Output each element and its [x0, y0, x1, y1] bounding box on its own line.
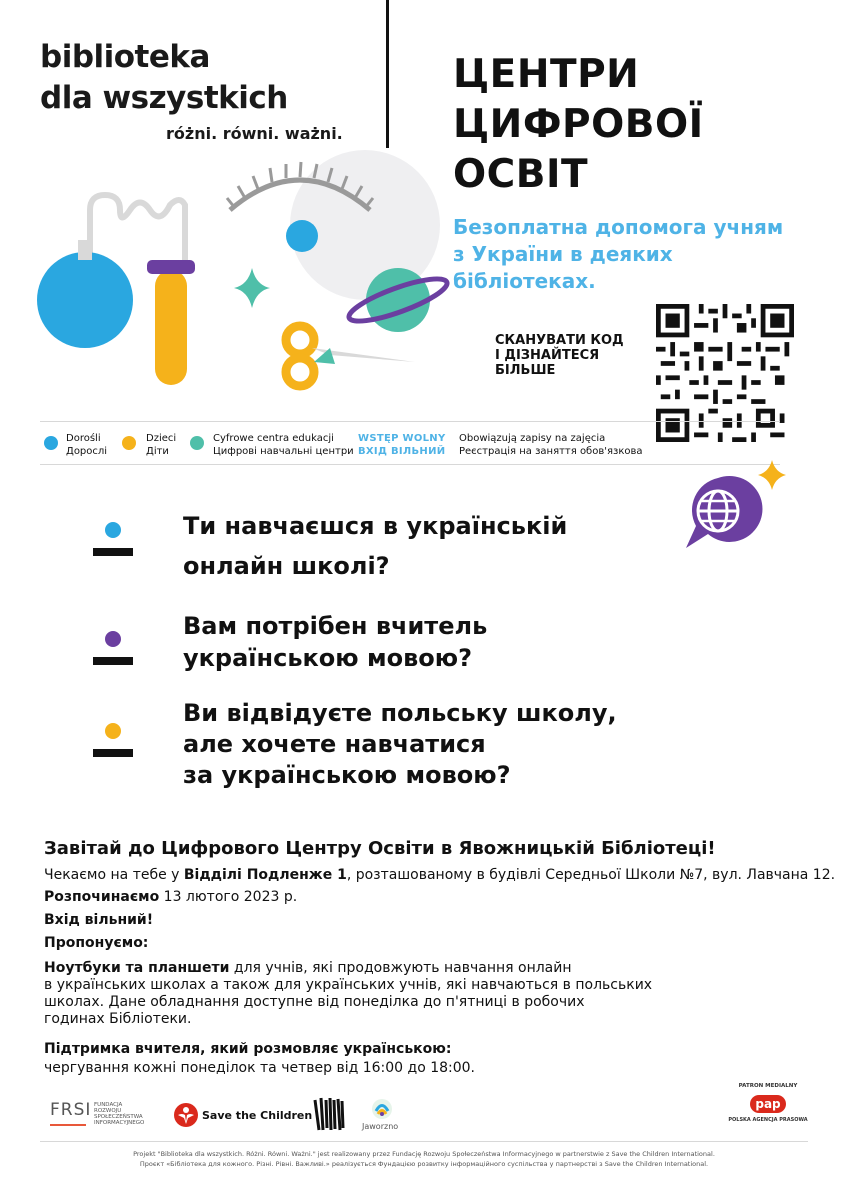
- vertical-divider: [386, 0, 389, 148]
- library-logo-icon: [313, 1096, 345, 1132]
- info-p1-bold: Відділі Подленже 1: [183, 867, 347, 883]
- globe-chat-icon: [680, 458, 790, 554]
- legend-top-divider: [40, 421, 780, 422]
- frsi-sub-3: SPOŁECZEŃSTWA: [94, 1114, 143, 1120]
- legend-kids: [146, 432, 176, 458]
- subhead-line-3: бібліотеках.: [453, 269, 596, 293]
- jaworzno-text: Jaworzno: [362, 1122, 399, 1131]
- scan-text-line-1: СКАНУВАТИ КОД: [495, 333, 624, 348]
- frsi-sub-1: FUNDACJA: [94, 1102, 123, 1108]
- legend-reg-pl: Obowiązują zapisy na zajęcia: [459, 433, 606, 444]
- question-2: [183, 610, 487, 674]
- legend-dot-centers: [190, 436, 204, 450]
- question-1: [183, 506, 567, 586]
- info-p2-bold: Розпочинаємо: [44, 889, 160, 905]
- marker-dot: [105, 723, 121, 739]
- marker-dot: [105, 522, 121, 538]
- question-marker-purple: [93, 631, 133, 665]
- scissors-icon: [286, 326, 415, 386]
- info-paragraph-1: [44, 867, 835, 884]
- sparkle-icon: [234, 268, 270, 308]
- legend-centers: [213, 432, 354, 458]
- legend-free-entry: [358, 432, 446, 458]
- frsi-logo-text: FRSI: [50, 1100, 92, 1120]
- legend-kids-ua: Діти: [146, 446, 169, 457]
- jaworzno-icon: [371, 1098, 393, 1120]
- test-tube-icon: [155, 270, 187, 385]
- pap-logo: [726, 1083, 810, 1133]
- legend-reg-ua: Реєстрація на заняття обов'язкова: [459, 446, 643, 457]
- legend-centers-pl: Cyfrowe centra edukacji: [213, 433, 334, 444]
- question-2-line-1: Вам потрібен вчитель: [183, 612, 488, 640]
- frsi-sub-4: INFORMACYJNEGO: [94, 1120, 145, 1126]
- info-schedule: чергування кожні понеділок та четвер від 16:00 до 18:00.: [44, 1060, 476, 1076]
- question-1-line-1: Ти навчаєшся в українській: [183, 512, 568, 540]
- info-devices: [44, 960, 652, 1028]
- headline-line-3: ОСВІТ: [453, 152, 589, 197]
- info-devices-line-4: годинах Бібліотеки.: [44, 1011, 192, 1027]
- save-the-children-logo: [174, 1102, 312, 1128]
- frsi-logo: [50, 1100, 170, 1134]
- question-3-line-2: але хочете навчатися: [183, 730, 486, 758]
- info-devices-line-1: для учнів, які продовжують навчання онлайн: [229, 960, 572, 976]
- visit-title: Завітай до Цифрового Центру Освіти в Явожницькій Бібліотеці!: [44, 838, 716, 859]
- legend-dot-kids: [122, 436, 136, 450]
- legend-registration: [459, 432, 643, 458]
- frsi-sub-2: ROZWOJU: [94, 1108, 122, 1114]
- footer-divider: [40, 1141, 808, 1142]
- question-2-line-2: українською мовою?: [183, 644, 473, 672]
- footer-line-2: Проєкт «Бібліотека для кожного. Різні. Рівні. Важливі.» реалізується Фундацією розвитку інформаційного суспільства у партнерстві з Save the Children International.: [139, 1160, 709, 1168]
- footer-line-1: Projekt "Biblioteka dla wszystkich. Różni. Równi. Ważni." jest realizowany przez Fundację Rozwoju Społeczeństwa Informacyjnego w partnerstwie z Save the Children International.: [133, 1150, 715, 1158]
- save-the-children-text: Save the Children: [202, 1108, 313, 1122]
- info-offer-heading: Пропонуємо:: [44, 935, 149, 951]
- marker-bar: [93, 657, 133, 665]
- scan-text-line-3: БІЛЬШЕ: [495, 363, 556, 378]
- legend-adults-pl: Dorośli: [66, 433, 101, 444]
- info-devices-line-3: школах. Дане обладнання доступне від понеділка до п'ятниці в робочих: [44, 994, 585, 1010]
- pap-subtext: POLSKA AGENCJA PRASOWA: [728, 1117, 808, 1123]
- marker-bar: [93, 749, 133, 757]
- pap-badge: pap: [750, 1095, 786, 1113]
- subhead-line-1: Безоплатна допомога учням: [453, 215, 784, 239]
- info-p2-post: 13 лютого 2023 р.: [159, 889, 298, 905]
- footer-note: [0, 1149, 848, 1169]
- jaworzno-logo: [362, 1098, 402, 1134]
- question-1-line-2: онлайн школі?: [183, 552, 390, 580]
- question-3: [183, 698, 617, 791]
- science-illustration: [30, 140, 450, 400]
- info-devices-bold: Ноутбуки та планшети: [44, 960, 230, 976]
- logo-tagline: różni. równi. ważni.: [166, 124, 343, 143]
- legend-free-ua: ВХІД ВІЛЬНИЙ: [358, 446, 446, 457]
- marker-dot: [105, 631, 121, 647]
- question-3-line-1: Ви відвідуєте польську школу,: [183, 699, 617, 727]
- question-marker-yellow: [93, 723, 133, 757]
- marker-bar: [93, 548, 133, 556]
- info-teacher-support: Підтримка вчителя, який розмовляє українською:: [44, 1041, 452, 1057]
- logo-line-1: biblioteka: [40, 39, 210, 75]
- legend-free-pl: WSTĘP WOLNY: [358, 433, 446, 444]
- subhead-line-2: з України в деяких: [453, 242, 673, 266]
- info-paragraph-2: [44, 889, 297, 906]
- legend-adults: [66, 432, 107, 458]
- frsi-logo-sub: [94, 1102, 144, 1126]
- legend-adults-ua: Дорослі: [66, 446, 108, 457]
- headline-line-1: ЦЕНТРИ: [453, 52, 640, 97]
- scan-text-line-2: І ДІЗНАЙТЕСЯ: [495, 348, 600, 363]
- info-p1-pre: Чекаємо на тебе у: [44, 867, 184, 883]
- pupil-icon: [286, 220, 318, 252]
- info-devices-line-2: в українських школах а також для українських учнів, які навчаються в польських: [44, 977, 653, 993]
- logo-line-2: dla wszystkich: [40, 80, 288, 116]
- info-free-entry: Вхід вільний!: [44, 912, 154, 928]
- info-p1-post: , розташованому в будівлі Середньої Школи №7, вул. Лавчана 12.: [346, 867, 836, 883]
- legend-bottom-divider: [40, 464, 780, 465]
- legend-dot-adults: [44, 436, 58, 450]
- save-the-children-icon: [174, 1103, 198, 1127]
- star-icon: [758, 460, 786, 490]
- question-3-line-3: за українською мовою?: [183, 761, 511, 789]
- legend-kids-pl: Dzieci: [146, 433, 177, 444]
- flask-icon: [37, 252, 133, 348]
- legend-centers-ua: Цифрові навчальні центри: [213, 446, 354, 457]
- question-marker-blue: [93, 522, 133, 556]
- pap-patron-text: PATRON MEDIALNY: [738, 1083, 798, 1089]
- headline-line-2: ЦИФРОВОЇ: [453, 102, 704, 147]
